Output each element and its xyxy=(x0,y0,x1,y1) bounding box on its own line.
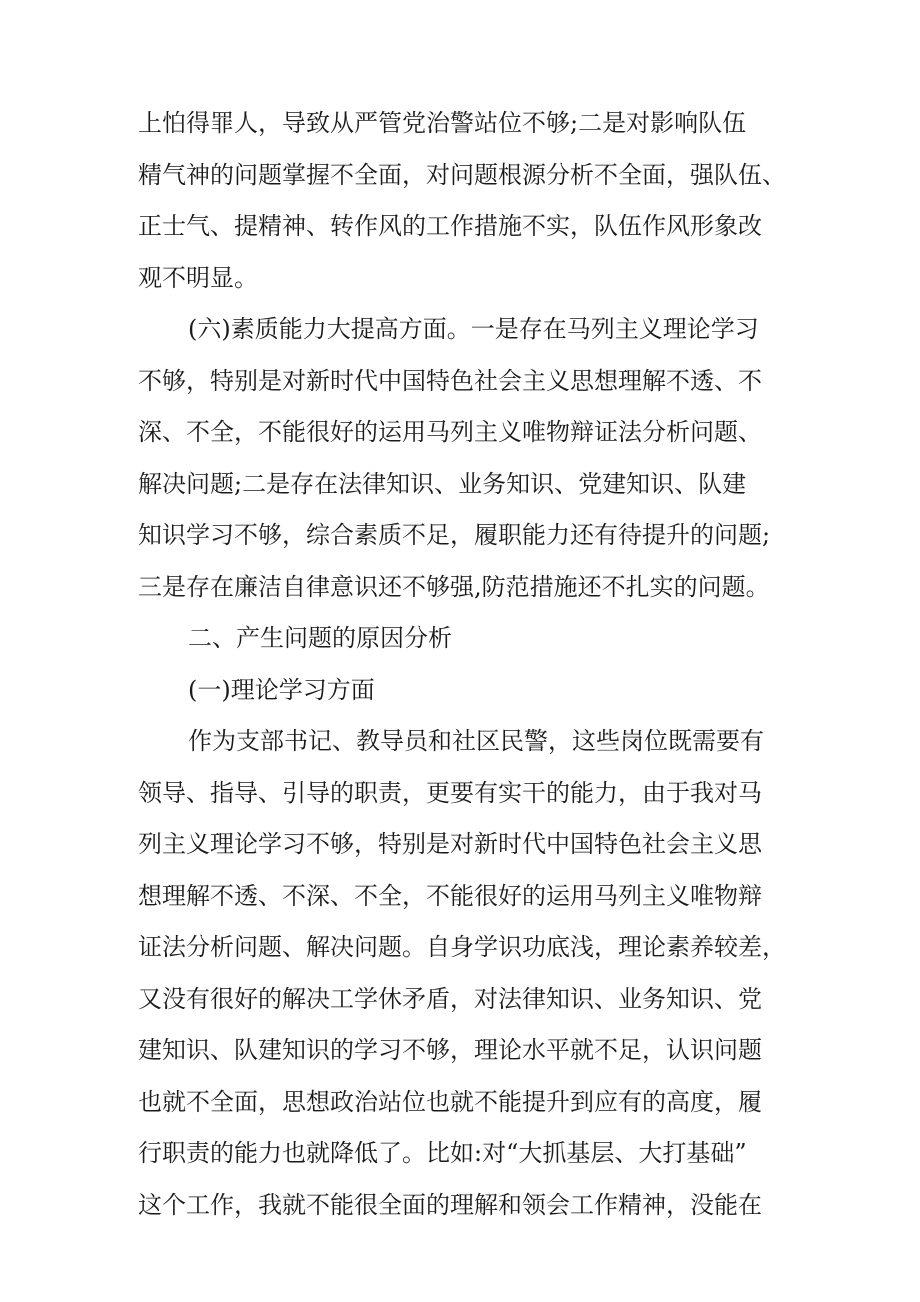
text-line: 不够，特别是对新时代中国特色社会主义思想理解不透、不 xyxy=(138,366,762,395)
text-line: 证法分析问题、解决问题。自身学识功底浅，理论素养较差， xyxy=(138,933,786,961)
section-heading-six: (六)素质能力大提高方面。一是存在马列主义理论学习 xyxy=(188,315,759,343)
text-line: 想理解不透、不深、不全，不能很好的运用马列主义唯物辩 xyxy=(138,881,762,910)
subsection-heading-one: (一)理论学习方面 xyxy=(188,675,375,704)
text-line: 作为支部书记、教导员和社区民警，这些岗位既需要有 xyxy=(188,727,764,755)
text-line: 这个工作，我就不能很全面的理解和领会工作精神，没能在 xyxy=(138,1190,762,1219)
text-line: 深、不全，不能很好的运用马列主义唯物辩证法分析问题、 xyxy=(138,418,762,446)
text-line: 三是存在廉洁自律意识还不够强,防范措施还不扎实的问题。 xyxy=(138,572,770,601)
text-line: 知识学习不够，综合素质不足，履职能力还有待提升的问题; xyxy=(138,521,771,549)
text-line: 领导、指导、引导的职责，更要有实干的能力，由于我对马 xyxy=(138,778,762,807)
text-line: 又没有很好的解决工学休矛盾，对法律知识、业务知识、党 xyxy=(138,984,762,1013)
text-line: 行职责的能力也就降低了。比如:对“大抓基层、大打基础” xyxy=(138,1139,747,1167)
text-line: 解决问题;二是存在法律知识、业务知识、党建知识、队建 xyxy=(138,469,747,498)
document-body xyxy=(138,98,790,1231)
section-heading-two: 二、产生问题的原因分析 xyxy=(188,624,452,652)
text-line: 列主义理论学习不够，特别是对新时代中国特色社会主义思 xyxy=(138,830,762,858)
text-line: 也就不全面，思想政治站位也就不能提升到应有的高度，履 xyxy=(138,1087,762,1116)
text-line: 精气神的问题掌握不全面，对问题根源分析不全面，强队伍、 xyxy=(138,160,786,189)
text-line: 正士气、提精神、转作风的工作措施不实，队伍作风形象改 xyxy=(138,212,762,240)
text-line: 观不明显。 xyxy=(138,263,258,292)
text-line: 上怕得罪人，导致从严管党治警站位不够;二是对影响队伍 xyxy=(138,109,747,137)
text-line: 建知识、队建知识的学习不够，理论水平就不足，认识问题 xyxy=(138,1036,762,1064)
